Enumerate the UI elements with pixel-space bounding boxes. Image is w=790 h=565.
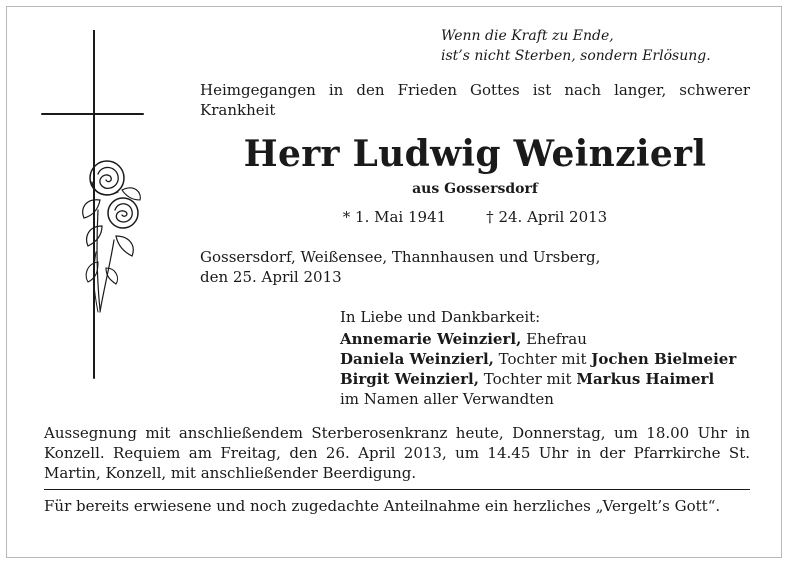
thanks-text: Für bereits erwiesene und noch zugedachte Anteilnahme ein herzliches „Vergelt’s Gott“. <box>44 497 721 515</box>
epigraph-line-2: ist’s nicht Sterben, sondern Erlösung. <box>441 48 711 64</box>
epigraph-line-1: Wenn die Kraft zu Ende, <box>441 28 614 44</box>
intro-text: Heimgegangen in den Frieden Gottes ist nach langer, schwerer Krankheit <box>200 81 750 119</box>
cross-with-roses-icon <box>40 30 160 390</box>
mourner-relation: Tochter mit <box>478 370 577 388</box>
mourners-closing: im Namen aller Verwandten <box>340 390 554 408</box>
life-dates <box>200 208 750 226</box>
mourner-name: Birgit Weinzierl, <box>340 370 479 388</box>
mourner-name: Daniela Weinzierl, <box>340 350 494 368</box>
mourner-relation: Ehefrau <box>521 330 587 348</box>
date-line: den 25. April 2013 <box>200 268 342 286</box>
mourner-row <box>340 329 760 349</box>
epigraph <box>441 26 761 66</box>
divider <box>44 489 750 490</box>
mourner-relation: Tochter mit <box>493 350 592 368</box>
deceased-origin: aus Gossersdorf <box>412 181 538 197</box>
mourner-partner: Markus Haimerl <box>576 370 715 388</box>
mourner-row <box>340 349 760 369</box>
place-line: Gossersdorf, Weißensee, Thannhausen und Ursberg, <box>200 248 601 266</box>
mourner-row <box>340 369 760 389</box>
mourner-name: Annemarie Weinzierl, <box>340 330 522 348</box>
mourner-partner: Jochen Bielmeier <box>591 350 737 368</box>
deceased-name: Herr Ludwig Weinzierl <box>243 133 707 175</box>
place-and-date <box>200 247 660 287</box>
death-date: † 24. April 2013 <box>486 208 608 226</box>
birth-date: * 1. Mai 1941 <box>342 208 447 226</box>
mourners-heading: In Liebe und Dankbarkeit: <box>340 308 541 326</box>
service-details: Aussegnung mit anschließendem Sterberosenkranz heute, Donnerstag, um 18.00 Uhr in Konzell. Requiem am Freitag, den 26. April 2013, um 14.45 Uhr in der Pfarrkirche St. Martin, Konzell, mit anschließender Beerdigung. <box>44 424 750 482</box>
mourners-block <box>340 307 760 409</box>
